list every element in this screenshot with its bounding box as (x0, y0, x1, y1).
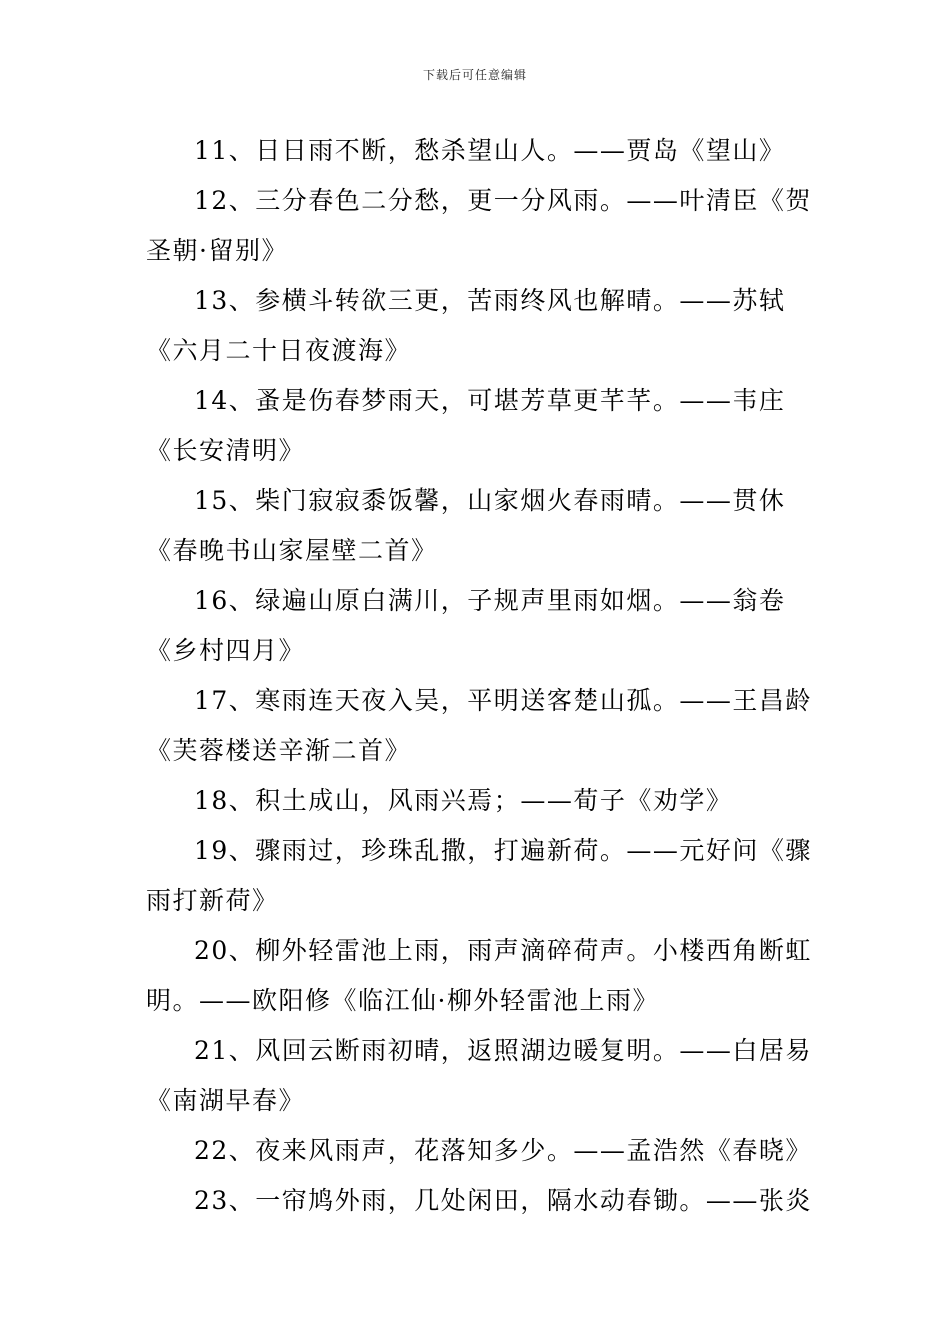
quote-entry-16: 16、绿遍山原白满川，子规声里雨如烟。——翁卷《乡村四月》 (146, 586, 786, 665)
quote-entry-22: 22、夜来风雨声，花落知多少。——孟浩然《春晓》 (194, 1136, 812, 1165)
quote-entry-18: 18、积土成山，风雨兴焉；——荀子《劝学》 (194, 786, 733, 815)
quote-entry-20: 20、柳外轻雷池上雨，雨声滴碎荷声。小楼西角断虹明。——欧阳修《临江仙·柳外轻雷池上雨》 (146, 936, 812, 1015)
quote-entry-17: 17、寒雨连天夜入吴，平明送客楚山孤。——王昌龄《芙蓉楼送辛渐二首》 (146, 686, 812, 765)
quote-entry-11: 11、日日雨不断，愁杀望山人。——贾岛《望山》 (194, 136, 786, 165)
quote-entry-21: 21、风回云断雨初晴，返照湖边暖复明。——白居易《南湖早春》 (146, 1036, 812, 1115)
quote-entry-19: 19、骤雨过，珍珠乱撒，打遍新荷。——元好问《骤雨打新荷》 (146, 836, 812, 915)
header-note: 下载后可任意编辑 (422, 68, 527, 82)
quote-entry-12: 12、三分春色二分愁，更一分风雨。——叶清臣《贺圣朝·留别》 (146, 186, 812, 265)
poem-quote-list (146, 126, 814, 1226)
quote-entry-15: 15、柴门寂寂黍饭馨，山家烟火春雨晴。——贯休《春晚书山家屋壁二首》 (146, 486, 786, 565)
quote-entry-23: 23、一帘鸠外雨，几处闲田，隔水动春锄。——张炎 (194, 1186, 812, 1215)
quote-entry-13: 13、参横斗转欲三更，苦雨终风也解晴。——苏轼《六月二十日夜渡海》 (146, 286, 786, 365)
quote-entry-14: 14、蚤是伤春梦雨天，可堪芳草更芊芊。——韦庄《长安清明》 (146, 386, 786, 465)
